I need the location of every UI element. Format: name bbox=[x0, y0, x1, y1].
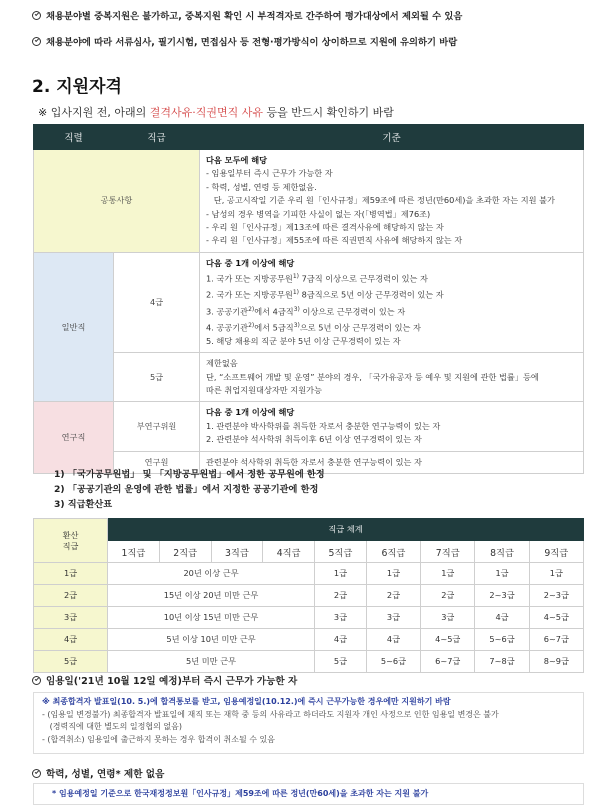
conv-cell: 4급 bbox=[315, 629, 367, 651]
start-date-box bbox=[33, 692, 584, 754]
conv-cell: 4급 bbox=[366, 629, 420, 651]
conv-cell: 5급 bbox=[315, 651, 367, 673]
criteria-research-senior bbox=[200, 402, 584, 451]
conv-grade-2: 2직급 bbox=[159, 541, 211, 563]
conv-cell: 2급 bbox=[366, 585, 420, 607]
note-text: 채용분야에 따라 서류심사, 필기시험, 면접심사 등 전형·평가방식이 상이하므로 지원에 유의하기 바람 bbox=[46, 37, 458, 48]
conv-cell: 2~3급 bbox=[529, 585, 583, 607]
footnote: 3) 직급환산표 bbox=[54, 499, 113, 510]
conv-merged-cell: 15년 이상 20년 미만 근무 bbox=[108, 585, 315, 607]
conv-row bbox=[34, 607, 584, 629]
conv-cell: 4~5급 bbox=[421, 629, 475, 651]
conv-merged-cell: 5년 미만 근무 bbox=[108, 651, 315, 673]
conv-row-label: 5급 bbox=[34, 651, 108, 673]
conv-cell: 4급 bbox=[475, 607, 529, 629]
conv-row-label: 2급 bbox=[34, 585, 108, 607]
grade-4: 4급 bbox=[114, 252, 200, 352]
check-circle-icon bbox=[32, 11, 41, 20]
criteria-line: - 임용일부터 즉시 근무가 가능한 자 bbox=[206, 168, 333, 179]
note-evaluation-method bbox=[32, 34, 457, 48]
conv-cell: 4~5급 bbox=[529, 607, 583, 629]
conv-merged-cell: 10년 이상 15년 미만 근무 bbox=[108, 607, 315, 629]
conv-row bbox=[34, 585, 584, 607]
start-date-title bbox=[32, 673, 297, 687]
conv-merged-cell: 5년 이상 10년 미만 근무 bbox=[108, 629, 315, 651]
start-date-line: - (합격취소) 임용일에 출근하지 못하는 경우 합격이 취소될 수 있음 bbox=[42, 734, 275, 744]
grade-conversion-table bbox=[33, 518, 584, 673]
criteria-head: 다음 중 1개 이상에 해당 bbox=[206, 257, 295, 268]
conv-merged-cell: 20년 이상 근무 bbox=[108, 563, 315, 585]
conv-cell: 8~9급 bbox=[529, 651, 583, 673]
conv-row-label: 1급 bbox=[34, 563, 108, 585]
row-research-senior bbox=[34, 402, 584, 451]
grade-researcher: 연구원 bbox=[114, 451, 200, 473]
start-date-line: - (임용일 변경불가) 최종합격자 발표일에 재직 또는 재학 중 등의 사유라고 하더라도 지원자 개인 사정으로 인한 임용일 변경은 불가 bbox=[42, 709, 499, 719]
conv-cell: 2급 bbox=[315, 585, 367, 607]
criteria-line: 1. 관련분야 박사학위를 취득한 자로서 충분한 연구능력이 있는 자 bbox=[206, 420, 441, 431]
conv-row-label: 4급 bbox=[34, 629, 108, 651]
note-duplicate-application bbox=[32, 8, 462, 22]
row-common bbox=[34, 150, 584, 253]
conv-grade-4: 4직급 bbox=[263, 541, 315, 563]
conv-cell: 5~6급 bbox=[366, 651, 420, 673]
grade-5: 5급 bbox=[114, 353, 200, 402]
row-general-5 bbox=[34, 353, 584, 402]
conv-cell: 3급 bbox=[366, 607, 420, 629]
criteria-line: - 우리 원「인사규정」제55조에 따른 직권면직 사유에 해당하지 않는 자 bbox=[206, 235, 463, 246]
conv-system-label: 직급 체계 bbox=[108, 519, 584, 541]
conv-row bbox=[34, 651, 584, 673]
section-title: 2. 지원자격 bbox=[32, 77, 122, 97]
criteria-research-researcher: 관련분야 석사학위 취득한 자로서 충분한 연구능력이 있는 자 bbox=[200, 451, 584, 473]
conv-system-row bbox=[34, 519, 584, 541]
notice-highlight: 결격사유·직권면직 사유 bbox=[149, 106, 263, 119]
conv-cell: 1급 bbox=[529, 563, 583, 585]
criteria-line: 2. 관련분야 석사학위 취득이후 6년 이상 연구경력이 있는 자 bbox=[206, 434, 422, 445]
header-series: 직렬 bbox=[34, 125, 114, 150]
criteria-line: 3. 공공기관$^{2)}$에서 4급직$^{3)}$ 이상으로 근무경력이 있는 자 bbox=[206, 305, 406, 317]
no-restriction-title bbox=[32, 766, 164, 780]
conv-cell: 2급 bbox=[421, 585, 475, 607]
conv-row-label: 3급 bbox=[34, 607, 108, 629]
conv-cell: 3급 bbox=[315, 607, 367, 629]
conv-grade-header-row bbox=[34, 541, 584, 563]
criteria-line: 따른 취업지원대상자만 지원가능 bbox=[206, 385, 322, 396]
start-date-star-note: ※ 최종합격자 발표일(10. 5.)에 합격통보를 받고, 임용예정일(10.12.)에 즉시 근무가능한 경우에만 지원하기 바람 bbox=[42, 697, 451, 706]
note-text: 채용분야별 중복지원은 불가하고, 중복지원 확인 시 부적격자로 간주하여 평가대상에서 제외될 수 있음 bbox=[46, 11, 463, 22]
qualification-table bbox=[33, 124, 584, 474]
category-general: 일반직 bbox=[34, 252, 114, 402]
category-common: 공통사항 bbox=[34, 150, 200, 253]
conv-cell: 2~3급 bbox=[475, 585, 529, 607]
criteria-line: - 학력, 성별, 연령 등 제한없음. bbox=[206, 181, 317, 192]
start-date-line: (경력직에 대한 별도의 일정협의 없음) bbox=[42, 722, 182, 731]
conv-cell: 5~6급 bbox=[475, 629, 529, 651]
conv-cell: 1급 bbox=[421, 563, 475, 585]
conv-cell: 1급 bbox=[315, 563, 367, 585]
footnote: 2) 「공공기관의 운영에 관한 법률」에서 지정한 공공기관에 한정 bbox=[54, 484, 319, 495]
notice-prefix: ※ 입사지원 전, 아래의 bbox=[38, 106, 150, 119]
no-restriction-box bbox=[33, 783, 584, 805]
check-circle-icon bbox=[32, 37, 41, 46]
criteria-line: 4. 공공기관$^{2)}$에서 5급직$^{3)}$으로 5년 이상 근무경력이 있는 자 bbox=[206, 321, 421, 333]
qual-header-row bbox=[34, 125, 584, 150]
criteria-head: 다음 중 1개 이상에 해당 bbox=[206, 407, 295, 418]
notice bbox=[38, 104, 394, 120]
criteria-line: - 남성의 경우 병역을 기피한 사실이 없는 자(「병역법」제76조) bbox=[206, 208, 431, 219]
check-circle-icon bbox=[32, 769, 41, 778]
no-restriction-star-note: * 임용예정일 기준으로 한국재정정보원「인사규정」제59조에 따른 정년(만60세)을 초과한 자는 지원 불가 bbox=[52, 789, 429, 798]
footnote: 1) 「국가공무원법」 및 「지방공무원법」에서 정한 공무원에 한정 bbox=[54, 469, 325, 480]
header-criteria: 기준 bbox=[200, 125, 584, 150]
criteria-general-5 bbox=[200, 353, 584, 402]
conv-row bbox=[34, 629, 584, 651]
grade-senior-researcher: 부연구위원 bbox=[114, 402, 200, 451]
category-research: 연구직 bbox=[34, 402, 114, 474]
footnotes bbox=[54, 467, 325, 512]
criteria-line: 5. 해당 채용의 직군 분야 5년 이상 근무경력이 있는 자 bbox=[206, 335, 401, 346]
conv-cell: 6~7급 bbox=[529, 629, 583, 651]
criteria-common bbox=[200, 150, 584, 253]
notice-suffix: 등을 반드시 확인하기 바람 bbox=[262, 106, 394, 119]
conv-grade-8: 8직급 bbox=[475, 541, 529, 563]
conv-grade-6: 6직급 bbox=[366, 541, 420, 563]
conv-cell: 1급 bbox=[475, 563, 529, 585]
conv-grade-3: 3직급 bbox=[211, 541, 263, 563]
conv-grade-1: 1직급 bbox=[108, 541, 160, 563]
conv-grade-9: 9직급 bbox=[529, 541, 583, 563]
criteria-head: 제한없음 bbox=[206, 358, 238, 369]
start-date-title-text: 임용일('21년 10월 12일 예정)부터 즉시 근무가 가능한 자 bbox=[46, 676, 298, 687]
row-general-4 bbox=[34, 252, 584, 352]
no-restriction-title-text: 학력, 성별, 연령* 제한 없음 bbox=[46, 769, 165, 780]
conv-cell: 7~8급 bbox=[475, 651, 529, 673]
check-circle-icon bbox=[32, 676, 41, 685]
criteria-line: - 우리 원「인사규정」제13조에 따른 결격사유에 해당하지 않는 자 bbox=[206, 222, 444, 233]
criteria-line: 1. 국가 또는 지방공무원$^{1)}$ 7급직 이상으로 근무경력이 있는 자 bbox=[206, 273, 428, 284]
conv-cell: 3급 bbox=[421, 607, 475, 629]
conv-corner: 환산 직급 bbox=[34, 519, 108, 563]
criteria-line: 단, “소프트웨어 개발 및 운영” 분야의 경우, 「국가유공자 등 예우 및 지원에 관한 법률」등에 bbox=[206, 371, 539, 382]
conv-row bbox=[34, 563, 584, 585]
header-grade: 직급 bbox=[114, 125, 200, 150]
criteria-line: 2. 국가 또는 지방공무원$^{1)}$ 8급직으로 5년 이상 근무경력이 있는 자 bbox=[206, 289, 444, 301]
criteria-head: 다음 모두에 해당 bbox=[206, 155, 268, 165]
conv-cell: 6~7급 bbox=[421, 651, 475, 673]
conv-grade-7: 7직급 bbox=[421, 541, 475, 563]
conv-grade-5: 5직급 bbox=[315, 541, 367, 563]
conv-cell: 1급 bbox=[366, 563, 420, 585]
criteria-general-4 bbox=[200, 252, 584, 352]
criteria-line: 단, 공고시작일 기준 우리 원「인사규정」제59조에 따른 정년(만60세)을 초과한 자는 지원 불가 bbox=[206, 195, 555, 206]
